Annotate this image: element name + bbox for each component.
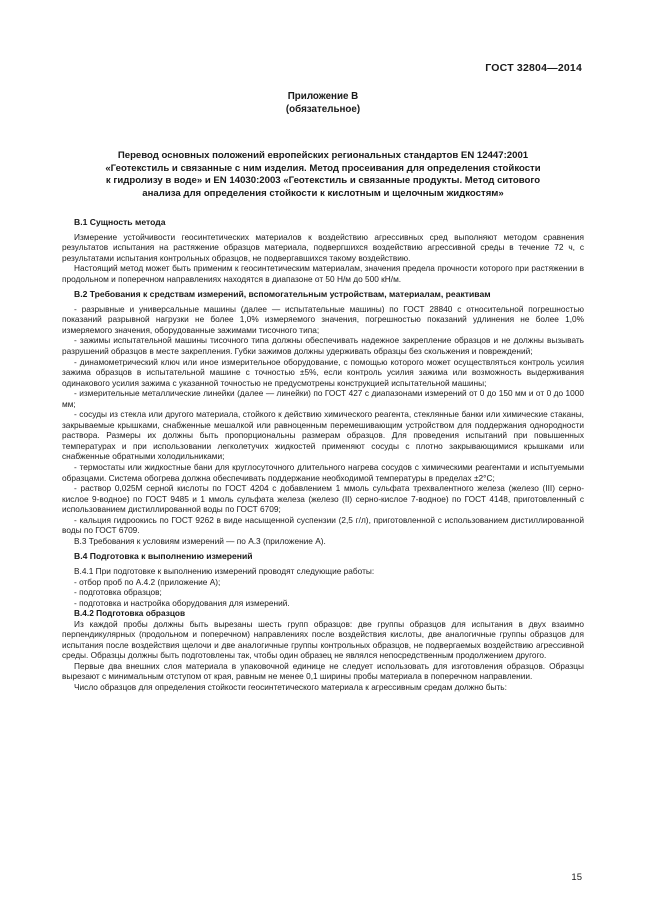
title-line: Перевод основных положений европейских региональных стандартов EN 12447:2001 bbox=[117, 150, 529, 161]
list-item: - динамометрический ключ или иное измерительное оборудование, с помощью которого может осуществляться контроль усилия зажима образцов в испытательной машине с точностью ±5%, если контроль усилия зажима или возможность выдерживания одинакового усилия зажима с указанной точностью не предусмотрены конструкцией испытательной машины; bbox=[62, 356, 584, 388]
annex-label bbox=[0, 90, 646, 116]
section-b3: В.3 Требования к условиям измерений — по А.3 (приложение А). bbox=[74, 535, 326, 546]
title-line: к гидролизу в воде» и EN 14030:2003 «Геотекстиль и связанные продукты. Метод ситового bbox=[105, 175, 541, 187]
list-item: - сосуды из стекла или другого материала, стойкого к действию химического реагента, стеклянные банки или химические стаканы, закрываемые крышками, снабженные мешалкой или равноценным перемешивающим устройством для поддержания однородности раствора. Размеры их должны быть пропорциональны размерам образцов. Для проведения испытаний при повышенных температурах и при использовании легколетучих жидкостей применяют сосуды с плотно закрывающимися крышками или снабженные обратными холодильниками; bbox=[62, 409, 584, 462]
title-line: анализа для определения стойкости к кислотным и щелочным жидкостям» bbox=[142, 187, 504, 199]
section-heading-b1: В.1 Сущность метода bbox=[74, 217, 166, 227]
list-item: - подготовка и настройка оборудования для измерений. bbox=[74, 597, 290, 608]
list-item: - разрывные и универсальные машины (далее — испытательные машины) по ГОСТ 28840 с относительной погрешностью показаний разрывной нагрузки не более 1,0% измеряемого значения, погрешностью показаний удлинения не более 1,0% измеряемого значения, оборудованные зажимами тисочного типа; bbox=[62, 303, 584, 335]
list-item: - кальция гидроокись по ГОСТ 9262 в виде насыщенной суспензии (2,5 г/л), приготовленной с использованием дистиллированной воды по ГОСТ 6709. bbox=[62, 514, 584, 536]
page-number: 15 bbox=[571, 872, 582, 883]
standard-code: ГОСТ 32804—2014 bbox=[485, 62, 582, 74]
subsection-heading-b42: В.4.2 Подготовка образцов bbox=[74, 608, 186, 619]
list-item: - термостаты или жидкостные бани для круглосуточного длительного нагрева сосудов с химическими реагентами и испытуемыми образцами. Система обогрева должна обеспечивать поддержание необходимой температуры в пределах ±2°С; bbox=[62, 462, 584, 483]
list-item: - отбор проб по А.4.2 (приложение А); bbox=[74, 576, 221, 587]
section-heading-b4: В.4 Подготовка к выполнению измерений bbox=[74, 551, 253, 562]
annex-status: (обязательное) bbox=[285, 104, 361, 115]
document-title bbox=[62, 150, 584, 200]
list-item: - измерительные металлические линейки (далее — линейки) по ГОСТ 427 с диапазонами измерений от 0 до 150 мм и от 0 до 1000 мм; bbox=[62, 388, 584, 409]
paragraph: Настоящий метод может быть применим к геосинтетическим материалам, значения предела прочности которого при растяжении в продольном и поперечном направлениях находятся в диапазоне от 50 Н/м до 500 кН/м. bbox=[62, 263, 584, 284]
title-line: «Геотекстиль и связанные с ним изделия. Метод просеивания для определения стойкости bbox=[105, 162, 541, 174]
paragraph: Измерение устойчивости геосинтетических материалов к воздействию агрессивных сред выполняют методом сравнения результатов испытания на растяжение образцов материала, подвергшихся воздействию агрессивной среды в течение 72 ч, с результатами испытания контрольных образцов, не подвергавшихся такому воздействию. bbox=[62, 231, 584, 263]
paragraph: Из каждой пробы должны быть вырезаны шесть групп образцов: две группы образцов для испытания в двух взаимно перпендикулярных (продольном и поперечном) направлениях после воздействия кислоты, две аналогичные группы образцов для испытания после воздействия щелочи и две аналогичные группы контрольных образцов, не подвергаемых воздействию агрессивной среды. Образцы должны быть подготовлены так, чтобы один образец не являлся непосредственным продолжением другого. bbox=[62, 618, 584, 661]
document-body bbox=[62, 212, 584, 693]
paragraph: Первые два внешних слоя материала в упаковочной единице не следует использовать для изготовления образцов. Образцы вырезают с минимальным отступом от края, равным не менее 0,1 ширины пробы материала в поперечном направлении. bbox=[62, 660, 584, 682]
list-item: - зажимы испытательной машины тисочного типа должны обеспечивать надежное закрепление образцов и не должны вызывать разрушений образцов в месте закрепления. Губки зажимов должны удерживать образцы без скольжения и повреждений; bbox=[62, 335, 584, 357]
paragraph: В.4.1 При подготовке к выполнению измерений проводят следующие работы: bbox=[74, 565, 375, 576]
paragraph: Число образцов для определения стойкости геосинтетического материала к агрессивным средам должно быть: bbox=[74, 681, 507, 692]
section-heading-b2: В.2 Требования к средствам измерений, вспомогательным устройствам, материалам, реактивам bbox=[74, 289, 491, 300]
list-item: - подготовка образцов; bbox=[74, 587, 162, 598]
annex-title: Приложение В bbox=[287, 91, 359, 102]
list-item: - раствор 0,025М серной кислоты по ГОСТ 4204 с добавлением 1 ммоль сульфата трехвалентного железа (железо (III) серно-кислое 9-водное) по ГОСТ 9485 и 1 ммоль сульфата железа (железо (II) серно-кислое 7-водное) по ГОСТ 4148, приготовленный с использованием дистиллированной воды по ГОСТ 6709; bbox=[62, 483, 584, 515]
